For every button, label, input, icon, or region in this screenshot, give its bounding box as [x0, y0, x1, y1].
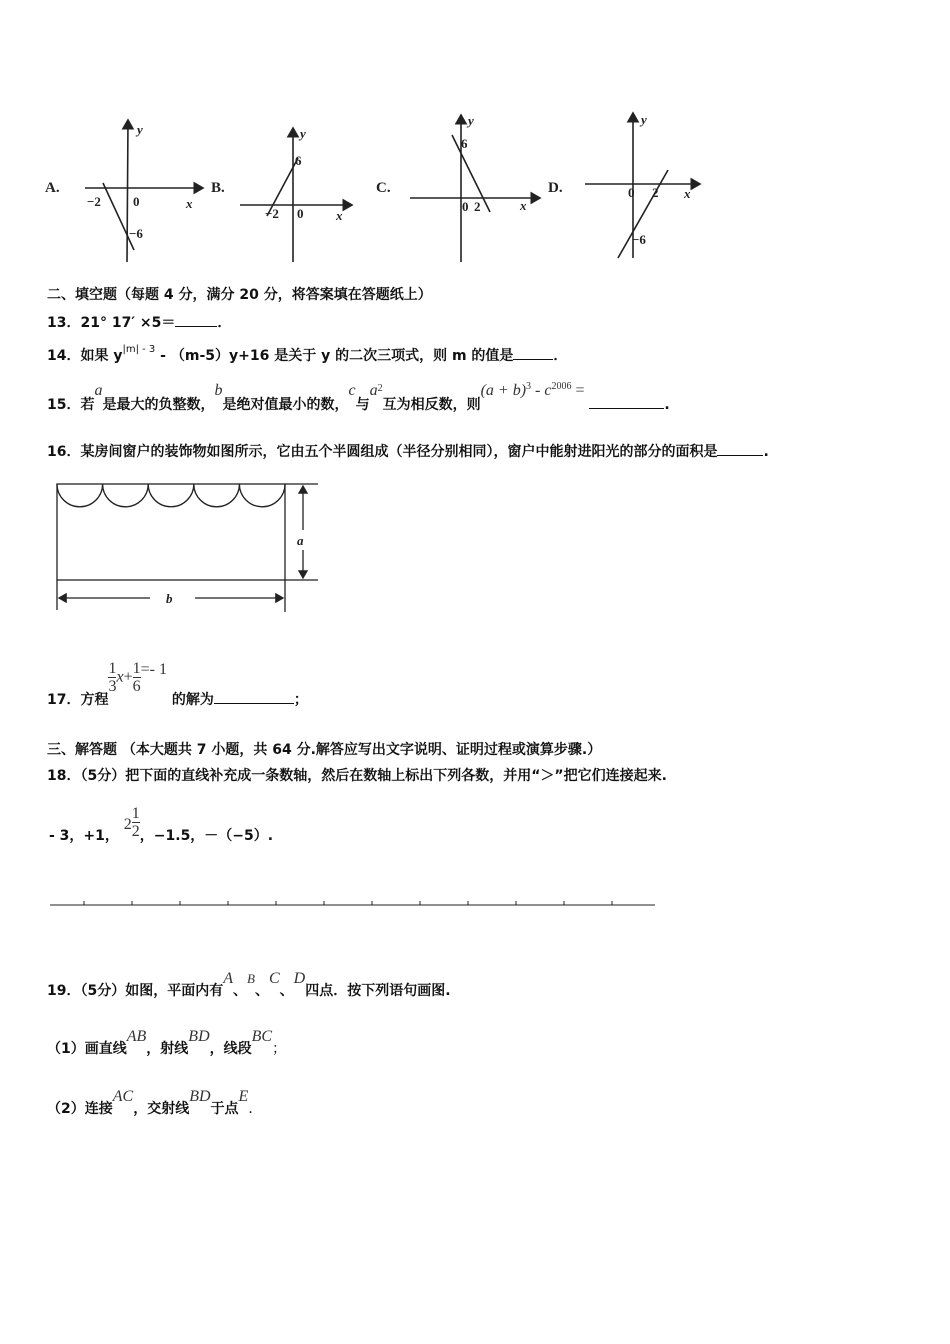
exponent: 2006	[551, 381, 572, 392]
math-expr: =	[571, 382, 585, 399]
question-text: 19．（5分）如图，平面内有	[47, 983, 224, 999]
math-var: x	[116, 668, 124, 686]
numerator: 1	[132, 660, 141, 677]
question-text: 是最大的负整数，	[102, 397, 215, 413]
tick-label: −2	[265, 206, 279, 221]
denominator: 3	[108, 678, 117, 695]
segment-bc: BC	[251, 1028, 273, 1045]
segment-ac: AC	[112, 1088, 134, 1105]
axis-label: x	[520, 198, 527, 213]
number-line[interactable]	[0, 895, 700, 915]
question-text: 于点	[210, 1101, 239, 1117]
math-expr: =- 1	[140, 660, 167, 678]
question-text: ，射线	[146, 1041, 189, 1057]
tick-label: −2	[87, 194, 101, 209]
semicircles	[57, 484, 285, 507]
exponent: 2	[377, 383, 383, 394]
punct: ．	[248, 1101, 263, 1117]
question-14	[47, 345, 567, 367]
question-13	[47, 312, 231, 332]
axis-label: x	[684, 186, 691, 201]
axis-label: x	[186, 196, 193, 211]
math-var: c	[348, 382, 356, 399]
question-text: （1）画直线	[47, 1041, 127, 1057]
question-text: 的解为	[171, 691, 214, 708]
math-var: a	[94, 382, 103, 399]
option-b-graph	[211, 126, 352, 262]
question-text: 是绝对值最小的数，	[222, 397, 349, 413]
option-a-graph	[45, 120, 203, 262]
punct: ．	[553, 348, 568, 364]
answer-blank[interactable]	[717, 441, 763, 456]
answer-blank[interactable]	[175, 312, 217, 327]
question-17	[47, 660, 308, 708]
numerator: 1	[131, 805, 140, 822]
axis-label: x	[336, 208, 343, 223]
punct: ；	[272, 1041, 287, 1057]
math-expr: - c	[531, 382, 552, 399]
dimension-label-b: b	[166, 591, 173, 606]
math-expr: (a + b)	[480, 382, 527, 399]
dimension-label-a: a	[297, 533, 304, 548]
numerator: 1	[108, 660, 117, 677]
question-19-part-1	[47, 1028, 287, 1057]
punct: ．	[217, 315, 232, 331]
section-2-title: 二、填空题（每题 4 分，满分 20 分，将答案填在答题纸上）	[47, 287, 432, 303]
question-15	[47, 381, 670, 416]
question-text: 14．如果 y	[47, 348, 123, 364]
answer-blank[interactable]	[589, 394, 664, 409]
point-e: E	[238, 1088, 249, 1105]
answer-blank[interactable]	[513, 345, 553, 360]
punct: .	[763, 444, 769, 460]
question-text: - （m-5）y+16 是关于 y 的二次三项式，则 m 的值是	[155, 348, 514, 364]
fraction	[132, 805, 140, 840]
question-text: ，交射线	[133, 1101, 190, 1117]
question-19-part-2	[47, 1088, 263, 1117]
question-tail	[172, 692, 308, 708]
tick-label: −6	[632, 232, 646, 247]
axis-label: y	[137, 122, 143, 137]
question-text: 四点．按下列语句画图.	[305, 983, 451, 999]
question-text: 15．若	[47, 397, 95, 413]
axis-label: y	[468, 113, 474, 128]
axis-label: y	[300, 126, 306, 141]
point-a: A	[223, 970, 234, 987]
punct: ；	[293, 691, 308, 708]
point-c: C	[268, 970, 280, 987]
fraction	[133, 660, 141, 695]
tick-label: 2	[652, 185, 659, 200]
point-d: D	[293, 970, 306, 987]
numbers-text: - 3，+1，	[49, 827, 119, 844]
section-3-title: 三、解答题 （本大题共 7 小题，共 64 分.解答应写出文字说明、证明过程或演算步骤.）	[47, 742, 602, 758]
question-text: 16．某房间窗户的装饰物如图所示，它由五个半圆组成（半径分别相同），窗户中能射进阳光的部分的面积是	[47, 444, 718, 460]
option-graphs	[0, 100, 720, 270]
question-text: 13．21° 17′ ×5＝	[47, 315, 176, 331]
tick-label: 6	[461, 136, 468, 151]
option-label: D.	[548, 180, 563, 196]
numbers-text: ，−1.5，－（−5）.	[139, 827, 274, 844]
denominator: 6	[132, 678, 141, 695]
option-d-graph	[548, 112, 700, 258]
ray-bd: BD	[189, 1088, 211, 1105]
ray-bd: BD	[188, 1028, 210, 1045]
line-ab: AB	[126, 1028, 147, 1045]
tick-label: 0	[133, 194, 140, 209]
option-label: A.	[45, 180, 60, 196]
option-c-graph	[376, 113, 540, 262]
axis-label: y	[641, 112, 647, 127]
point-b: B	[247, 971, 255, 986]
tick-label: 0	[628, 185, 635, 200]
tick-label: 6	[295, 153, 302, 168]
option-label: C.	[376, 180, 391, 196]
question-18-numbers	[49, 805, 274, 844]
tick-label: −6	[129, 226, 143, 241]
question-text: 17．方程	[47, 691, 109, 708]
separator: 、	[279, 983, 294, 999]
question-18: 18．（5分）把下面的直线补充成一条数轴，然后在数轴上标出下列各数，并用“＞”把它们连接起来.	[47, 768, 667, 784]
question-text: 与	[355, 397, 370, 413]
option-label: B.	[211, 180, 225, 196]
exponent: 3	[526, 381, 532, 392]
separator: 、	[254, 983, 269, 999]
mixed-whole: 2	[123, 815, 132, 833]
question-text: ，线段	[209, 1041, 252, 1057]
punct: .	[664, 397, 670, 413]
question-text: 互为相反数，则	[382, 397, 481, 413]
separator: 、	[233, 983, 248, 999]
answer-blank[interactable]	[214, 689, 294, 704]
question-16	[47, 441, 769, 461]
question-19	[47, 970, 451, 999]
exponent: |m| - 3	[122, 344, 156, 355]
tick-label: 0	[297, 206, 304, 221]
tick-label: 2	[474, 199, 481, 214]
denominator: 2	[131, 823, 140, 840]
question-text: （2）连接	[47, 1101, 113, 1117]
tick-label: 0	[462, 199, 469, 214]
window-figure	[0, 470, 340, 620]
math-var: b	[214, 382, 223, 399]
math-op: +	[123, 668, 133, 686]
math-var: a	[369, 382, 378, 399]
